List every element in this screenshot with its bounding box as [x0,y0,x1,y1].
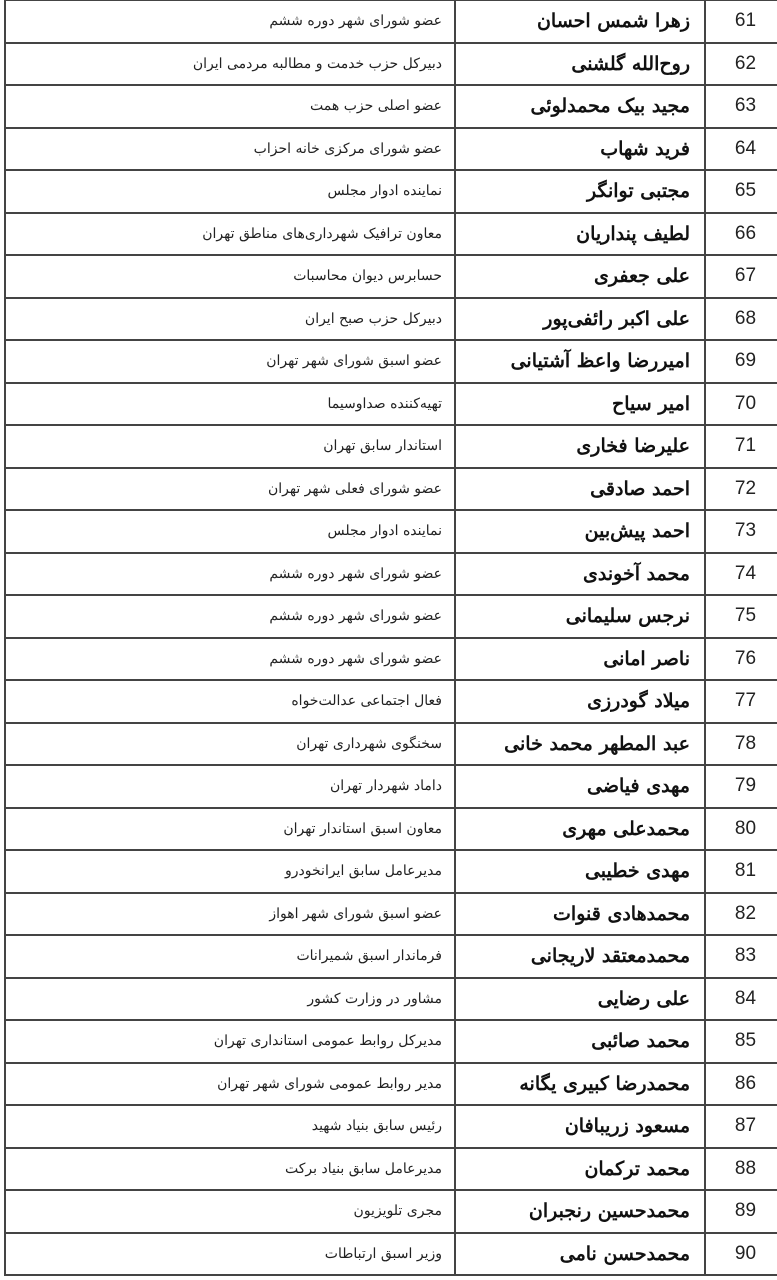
person-name: احمد پیش‌بین [454,511,704,552]
row-number: 61 [704,1,777,42]
person-name: عبد المطهر محمد خانی [454,724,704,765]
row-number: 86 [704,1064,777,1105]
row-number: 83 [704,936,777,977]
row-number: 66 [704,214,777,255]
row-number: 64 [704,129,777,170]
row-number: 81 [704,851,777,892]
person-name: محمد آخوندی [454,554,704,595]
table-row [4,86,777,129]
person-position: مدیرکل روابط عمومی استانداری تهران [4,1021,454,1062]
person-position: عضو شورای شهر دوره ششم [4,639,454,680]
table-row [4,1106,777,1149]
person-position: عضو شورای شهر دوره ششم [4,596,454,637]
table-row [4,724,777,767]
person-position: عضو اسبق شورای شهر اهواز [4,894,454,935]
table-row [4,1234,777,1277]
person-position: داماد شهردار تهران [4,766,454,807]
person-position: استاندار سابق تهران [4,426,454,467]
table-row [4,426,777,469]
row-number: 70 [704,384,777,425]
person-position: رئیس سابق بنیاد شهید [4,1106,454,1147]
person-position: مدیرعامل سابق ایرانخودرو [4,851,454,892]
person-name: ناصر امانی [454,639,704,680]
table-row [4,596,777,639]
person-position: عضو شورای شهر دوره ششم [4,554,454,595]
row-number: 87 [704,1106,777,1147]
person-name: محمد ترکمان [454,1149,704,1190]
row-number: 69 [704,341,777,382]
person-name: محمدحسن نامی [454,1234,704,1275]
person-position: نماینده ادوار مجلس [4,171,454,212]
person-position: دبیرکل حزب صبح ایران [4,299,454,340]
row-number: 84 [704,979,777,1020]
candidates-table [4,0,777,1276]
table-row [4,1,777,44]
row-number: 62 [704,44,777,85]
table-row [4,511,777,554]
person-position: دبیرکل حزب خدمت و مطالبه مردمی ایران [4,44,454,85]
row-number: 82 [704,894,777,935]
person-name: علی جعفری [454,256,704,297]
table-row [4,171,777,214]
table-row [4,44,777,87]
table-row [4,1149,777,1192]
person-position: مدیر روابط عمومی شورای شهر تهران [4,1064,454,1105]
row-number: 72 [704,469,777,510]
table-row [4,1021,777,1064]
row-number: 73 [704,511,777,552]
row-number: 65 [704,171,777,212]
table-row [4,936,777,979]
table-row [4,129,777,172]
person-position: عضو شورای فعلی شهر تهران [4,469,454,510]
person-position: عضو شورای مرکزی خانه احزاب [4,129,454,170]
table-row [4,214,777,257]
person-position: معاون اسبق استاندار تهران [4,809,454,850]
table-row [4,766,777,809]
row-number: 63 [704,86,777,127]
person-name: علی اکبر رائفی‌پور [454,299,704,340]
table-row [4,979,777,1022]
person-position: مجری تلویزیون [4,1191,454,1232]
table-row [4,639,777,682]
row-number: 89 [704,1191,777,1232]
person-name: میلاد گودرزی [454,681,704,722]
row-number: 76 [704,639,777,680]
person-position: معاون ترافیک شهرداری‌های مناطق تهران [4,214,454,255]
row-number: 68 [704,299,777,340]
person-position: فعال اجتماعی عدالت‌خواه [4,681,454,722]
person-name: لطیف پنداریان [454,214,704,255]
table-row [4,341,777,384]
table-row [4,554,777,597]
table-row [4,256,777,299]
person-position: فرماندار اسبق شمیرانات [4,936,454,977]
row-number: 75 [704,596,777,637]
person-name: محمدمعتقد لاریجانی [454,936,704,977]
person-position: عضو شورای شهر دوره ششم [4,1,454,42]
person-position: نماینده ادوار مجلس [4,511,454,552]
table-row [4,894,777,937]
person-position: عضو اصلی حزب همت [4,86,454,127]
person-name: مسعود زریبافان [454,1106,704,1147]
person-name: امیر سیاح [454,384,704,425]
row-number: 71 [704,426,777,467]
person-position: مدیرعامل سابق بنیاد برکت [4,1149,454,1190]
person-position: عضو اسبق شورای شهر تهران [4,341,454,382]
person-name: امیررضا واعظ آشتیانی [454,341,704,382]
person-name: محمدعلی مهری [454,809,704,850]
person-name: مجتبی توانگر [454,171,704,212]
row-number: 77 [704,681,777,722]
person-name: مهدی فیاضی [454,766,704,807]
table-row [4,299,777,342]
person-name: علی رضایی [454,979,704,1020]
person-name: علیرضا فخاری [454,426,704,467]
row-number: 78 [704,724,777,765]
row-number: 79 [704,766,777,807]
table-row [4,1191,777,1234]
person-name: محمدرضا کبیری یگانه [454,1064,704,1105]
table-row [4,384,777,427]
table-row [4,809,777,852]
row-number: 88 [704,1149,777,1190]
person-name: زهرا شمس احسان [454,1,704,42]
person-position: مشاور در وزارت کشور [4,979,454,1020]
person-name: مجید بیک محمدلوئی [454,86,704,127]
table-row [4,851,777,894]
table-row [4,681,777,724]
row-number: 90 [704,1234,777,1275]
person-name: روح‌الله گلشنی [454,44,704,85]
person-name: نرجس سلیمانی [454,596,704,637]
person-name: محمدحسین رنجبران [454,1191,704,1232]
person-name: مهدی خطیبی [454,851,704,892]
person-name: محمد صائبی [454,1021,704,1062]
table-row [4,469,777,512]
person-position: حسابرس دیوان محاسبات [4,256,454,297]
row-number: 67 [704,256,777,297]
table-row [4,1064,777,1107]
row-number: 85 [704,1021,777,1062]
person-position: وزیر اسبق ارتباطات [4,1234,454,1275]
person-position: تهیه‌کننده صداوسیما [4,384,454,425]
row-number: 74 [704,554,777,595]
row-number: 80 [704,809,777,850]
person-name: احمد صادقی [454,469,704,510]
person-name: محمدهادی قنوات [454,894,704,935]
person-name: فرید شهاب [454,129,704,170]
person-position: سخنگوی شهرداری تهران [4,724,454,765]
